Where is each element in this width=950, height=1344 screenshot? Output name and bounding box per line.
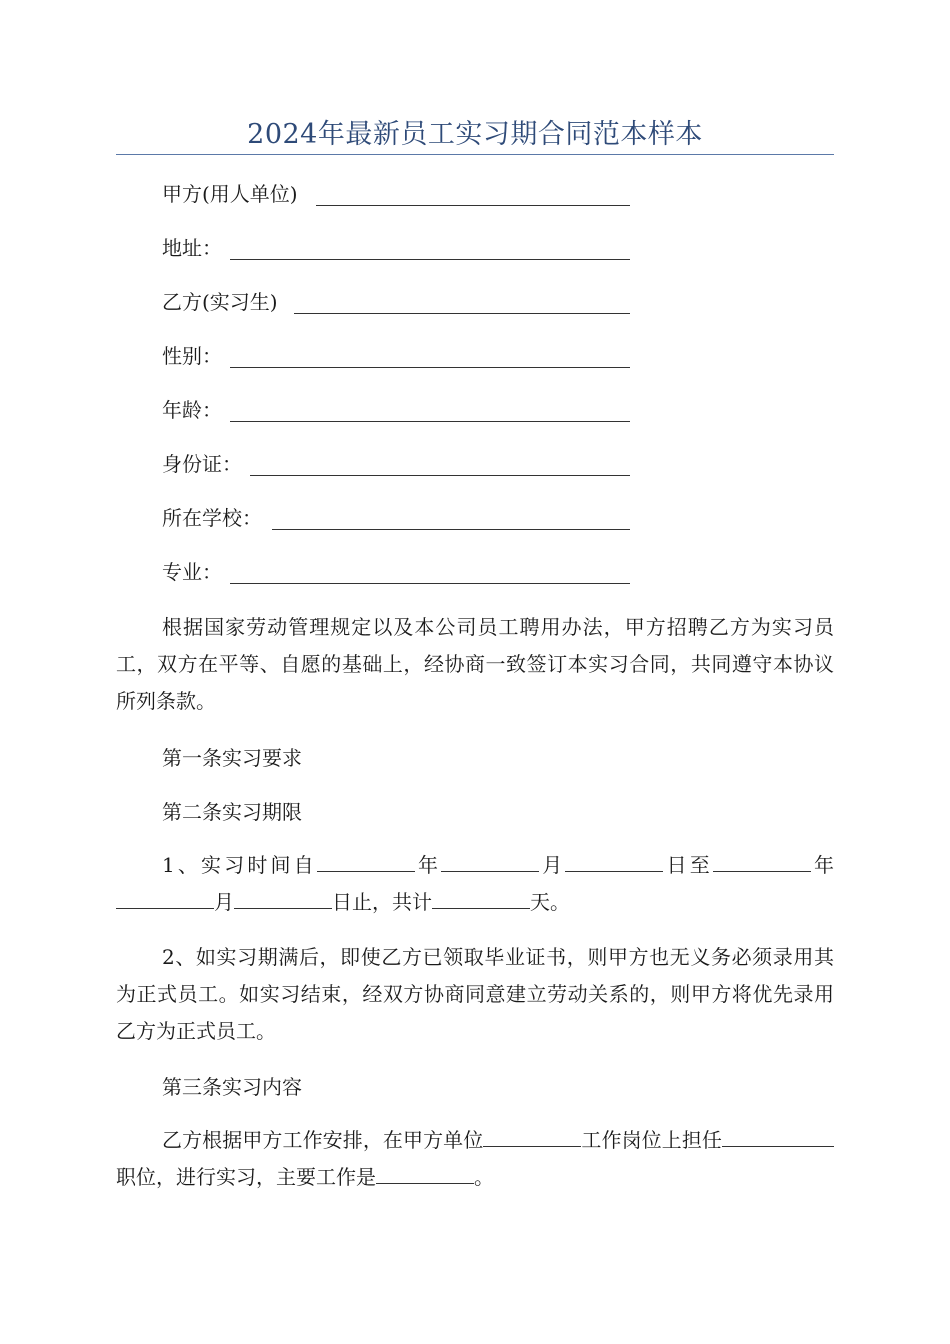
field-label: 乙方(实习生) [162,290,278,314]
blank-line [316,205,630,206]
blank-line [483,1128,581,1147]
field-age [162,396,630,424]
blank-line [230,421,630,422]
field-label: 甲方(用人单位) [162,182,298,206]
clause-text: 日至 [663,853,713,877]
blank-line [250,475,630,476]
field-label: 身份证： [162,452,242,476]
document-title: 2024年最新员工实习期合同范本样本 [247,119,703,150]
blank-line [317,853,415,872]
clause-text: 月 [539,853,566,877]
content-text: 工作岗位上担任 [581,1128,723,1152]
clause-2-paragraph: 2、如实习期满后，即使乙方已领取毕业证书，则甲方也无义务必须录用其为正式员工。如实习结束，经双方协商同意建立劳动关系的，则甲方将优先录用乙方为正式员工。 [116,945,834,1043]
article-2-heading: 第二条实习期限 [162,800,302,824]
clause-1-paragraph [116,847,834,921]
field-label: 专业： [162,560,222,584]
field-address [162,234,630,262]
blank-line [230,259,630,260]
blank-line [230,367,630,368]
field-id-card [162,450,630,478]
blank-line [441,853,539,872]
field-label: 地址： [162,236,222,260]
field-school [162,504,630,532]
clause-text: 年 [810,853,835,877]
article-1-heading: 第一条实习要求 [162,746,302,770]
field-party-a [162,180,630,208]
blank-line [713,853,811,872]
field-major [162,558,630,586]
content-text: 职位，进行实习，主要工作是 [116,1165,376,1189]
intro-paragraph: 根据国家劳动管理规定以及本公司员工聘用办法，甲方招聘乙方为实习员工，双方在平等、自愿的基础上，经协商一致签订本实习合同，共同遵守本协议所列条款。 [116,615,834,713]
content-paragraph [116,1122,834,1196]
content-text: 乙方根据甲方工作安排，在甲方单位 [162,1128,484,1152]
clause-text: 1、实习时间自 [162,853,317,877]
blank-line [116,890,214,909]
blank-line [230,583,630,584]
title-underline [116,154,834,155]
field-gender [162,342,630,370]
clause-text: 日止，共计 [332,890,432,914]
content-text: 。 [474,1165,494,1189]
field-party-b [162,288,630,316]
clause-text: 月 [214,890,234,914]
field-label: 性别： [162,344,222,368]
field-label: 年龄： [162,398,222,422]
blank-line [294,313,630,314]
clause-text: 年 [414,853,442,877]
field-label: 所在学校： [162,506,262,530]
clause-text: 天。 [530,890,570,914]
blank-line [234,890,332,909]
blank-line [376,1165,474,1184]
article-3-heading: 第三条实习内容 [162,1075,302,1099]
blank-line [722,1128,834,1147]
blank-line [565,853,663,872]
blank-line [272,529,630,530]
blank-line [432,890,530,909]
